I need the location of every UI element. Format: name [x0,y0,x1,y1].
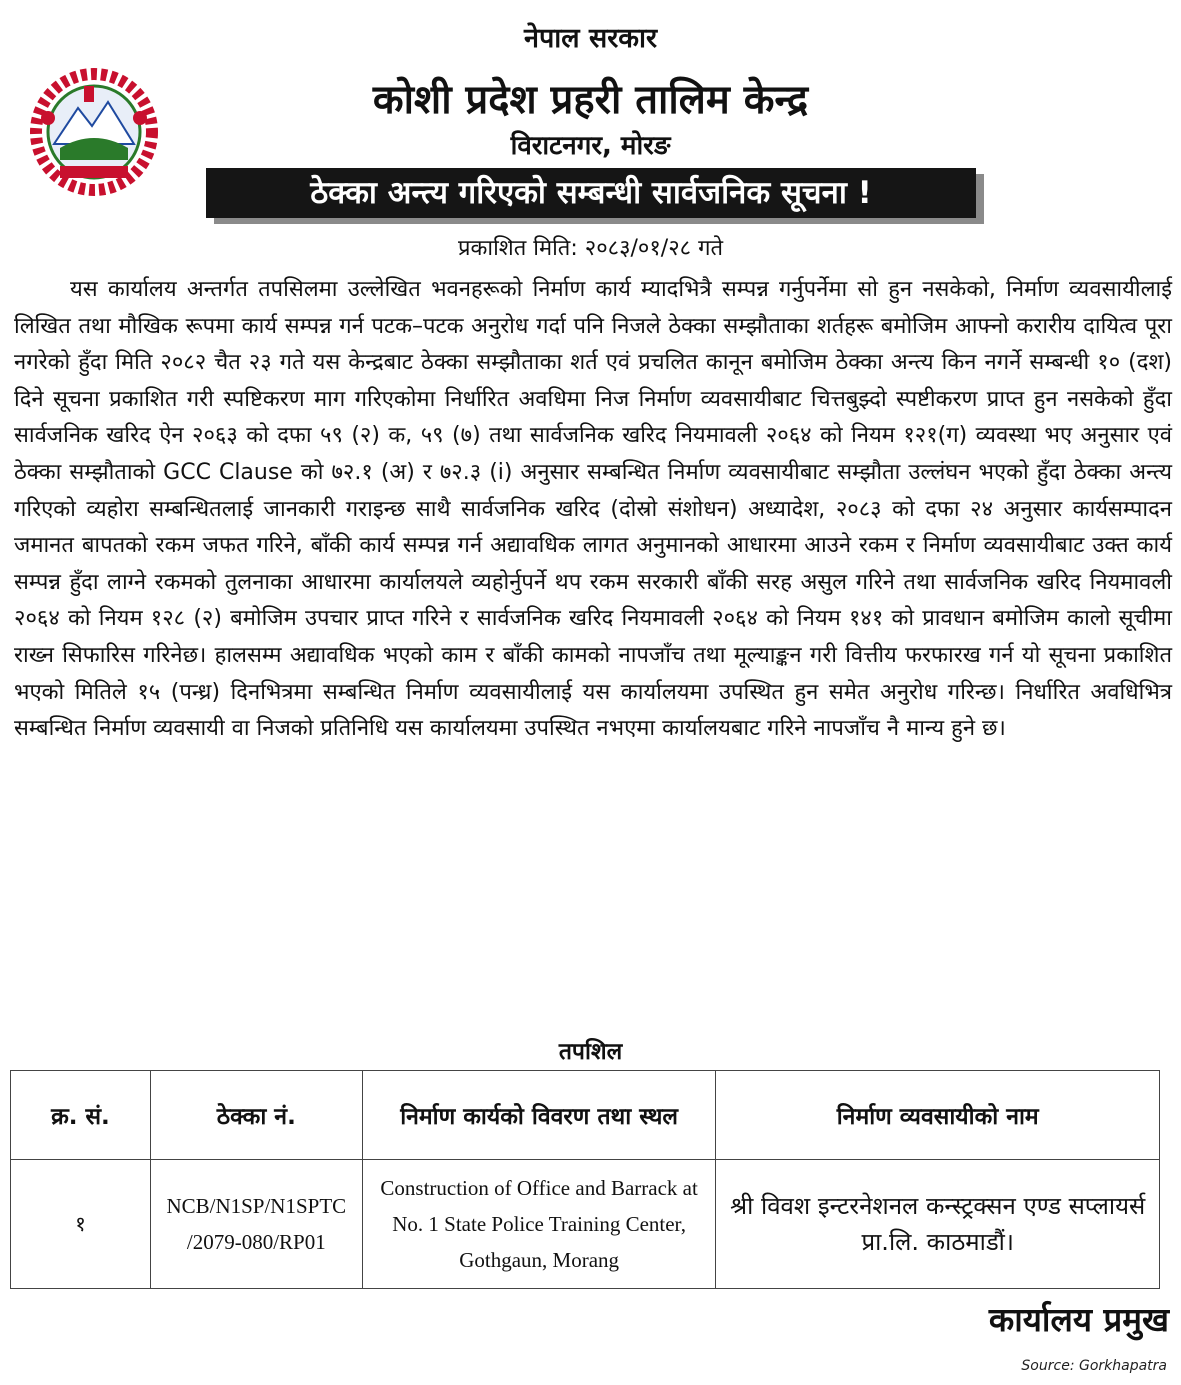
schedule-table [10,1070,1160,1289]
cell-description: Construction of Office and Barrack at No. 1 State Police Training Center, Gothgaun, Morang [362,1160,716,1289]
office-location: विराटनगर, मोरङ [510,131,671,161]
cell-contractor: श्री विवश इन्टरनेशनल कन्स्ट्रक्सन एण्ड सप्लायर्स प्रा.लि. काठमाडौं। [716,1160,1160,1289]
office-name: कोशी प्रदेश प्रहरी तालिम केन्द्र [372,77,809,123]
table-row [11,1160,1160,1289]
source-credit: Source: Gorkhapatra [1021,1358,1167,1374]
header-serial: क्र. सं. [11,1071,151,1160]
signature-office-chief: कार्यालय प्रमुख [988,1300,1169,1339]
table-header-row [11,1071,1160,1160]
published-date: प्रकाशित मिति: २०८३/०१/२८ गते [457,236,724,261]
notice-header [0,0,1181,261]
cell-contract-no: NCB/N1SP/N1SPTC /2079-080/RP01 [150,1160,362,1289]
header-description: निर्माण कार्यको विवरण तथा स्थल [362,1071,716,1160]
notice-paragraph: यस कार्यालय अन्तर्गत तपसिलमा उल्लेखित भवनहरूको निर्माण कार्य म्यादभित्रै सम्पन्न गर्नुपर्नेमा सो हुन नसकेको, निर्माण व्यवसायीलाई लिखित तथा मौखिक रूपमा कार्य सम्पन्न गर्न पटक–पटक अनुरोध गर्दा पनि निजले ठेक्का सम्झौताका शर्तहरू बमोजिम आफ्नो करारीय दायित्व पूरा नगरेको हुँदा मिति २०८२ चैत २३ गते यस केन्द्रबाट ठेक्का सम्झौताका शर्त एवं प्रचलित कानून बमोजिम ठेक्का अन्त्य किन नगर्ने सम्बन्धी १० (दश) दिने सूचना प्रकाशित गरी स्पष्टिकरण माग गरिएकोमा निर्धारित अवधिमा निज निर्माण व्यवसायीबाट चित्तबुझ्दो स्पष्टीकरण प्राप्त हुन नसकेको हुँदा सार्वजनिक खरिद ऐन २०६३ को दफा ५९ (२) क, ५९ (७) तथा सार्वजनिक खरिद नियमावली २०६४ को नियम १२१(ग) व्यवस्था भए अनुसार एवं ठेक्का सम्झौताको GCC Clause को ७२.१ (अ) र ७२.३ (i) अनुसार सम्बन्धित निर्माण व्यवसायीबाट सम्झौता उल्लंघन भएको हुँदा ठेक्का अन्त्य गरिएको व्यहोरा सम्बन्धितलाई जानकारी गराइन्छ साथै सार्वजनिक खरिद (दोस्रो संशोधन) अध्यादेश, २०८३ को दफा २४ अनुसार कार्यसम्पादन जमानत बापतको रकम जफत गरिने, बाँकी कार्य सम्पन्न गर्न अद्यावधिक लागत अनुमानको आधारमा आउने रकम र निर्माण व्यवसायीबाट उक्त कार्य सम्पन्न हुँदा लाग्ने रकमको तुलनाका आधारमा कार्यालयले व्यहोर्नुपर्ने थप रकम सरकारी बाँकी सरह असुल गरिने तथा सार्वजनिक खरिद नियमावली २०६४ को नियम १२८ (२) बमोजिम उपचार प्राप्त गरिने र सार्वजनिक खरिद नियमावली २०६४ को नियम १४१ को प्रावधान बमोजिम कालो सूचीमा राख्न सिफारिस गरिनेछ। हालसम्म अद्यावधिक भएको काम र बाँकी कामको नापजाँच तथा मूल्याङ्कन गरी वित्तीय फरफारख गर्न यो सूचना प्रकाशित भएको मितिले १५ (पन्ध्र) दिनभित्रमा सम्बन्धित निर्माण व्यवसायीलाई यस कार्यालयमा उपस्थित हुन समेत अनुरोध गरिन्छ। निर्धारित अवधिभित्र सम्बन्धित निर्माण व्यवसायी वा निजको प्रतिनिधि यस कार्यालयमा उपस्थित नभएमा कार्यालयबाट गरिने नापजाँच नै मान्य हुने छ। [14,277,1172,742]
header-contractor: निर्माण व्यवसायीको नाम [716,1071,1160,1160]
notice-title: ठेक्का अन्त्य गरिएको सम्बन्धी सार्वजनिक सूचना ! [206,168,976,218]
title-banner [206,168,986,224]
cell-serial: १ [11,1160,151,1289]
government-name: नेपाल सरकार [523,23,658,54]
header-contract-no: ठेक्का नं. [150,1071,362,1160]
schedule-title: तपशिल [558,1039,623,1065]
notice-body [14,272,1172,748]
